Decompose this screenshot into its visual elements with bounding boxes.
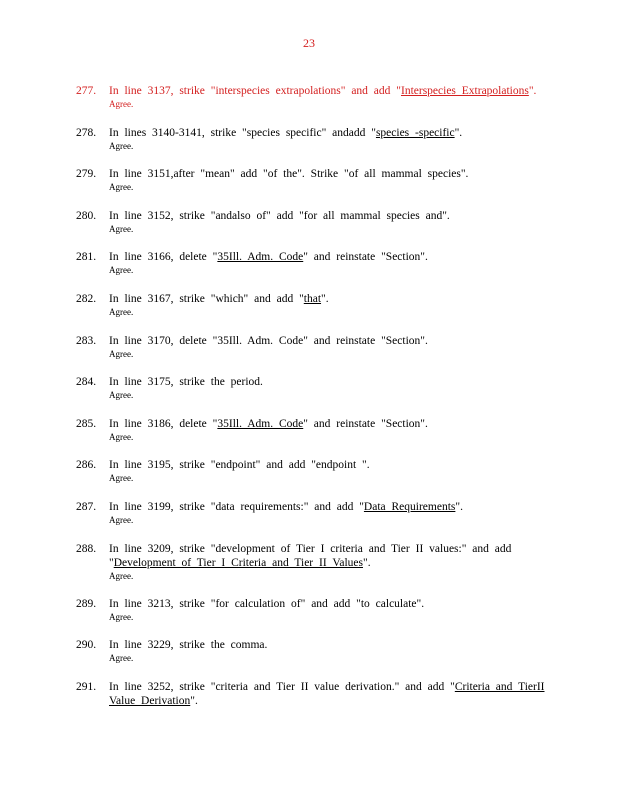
item-text: [109, 209, 549, 235]
inserted-text: Interspecies Extrapolations: [400, 85, 529, 97]
item-text: [109, 84, 549, 110]
response-text: Agree.: [109, 265, 134, 276]
item-number: 288.: [76, 542, 97, 555]
item-number: 277.: [76, 85, 97, 97]
list-item: [0, 458, 618, 500]
item-number: 287.: [76, 500, 97, 513]
item-text: [109, 250, 549, 276]
item-text: [109, 167, 549, 193]
item-text: [109, 680, 549, 708]
item-text: [109, 638, 549, 664]
item-text: [109, 542, 549, 582]
item-text: [109, 126, 549, 152]
list-item: [0, 334, 618, 376]
item-text: [109, 597, 549, 623]
item-number: 291.: [76, 680, 97, 693]
item-text: [109, 292, 549, 318]
inserted-text: 35Ill. Adm. Code: [217, 251, 304, 264]
item-number: 282.: [76, 292, 97, 305]
response-text: Agree.: [109, 514, 134, 525]
instruction-text: ".: [190, 694, 198, 707]
list-item: [0, 250, 618, 292]
instruction-text: In line 3229, strike the comma.: [109, 639, 268, 652]
response-text: Agree.: [109, 611, 134, 622]
instruction-text: In line 3170, delete "35Ill. Adm. Code" and reinstate "Section".: [109, 334, 428, 347]
list-item: [0, 680, 618, 722]
list-item: [0, 542, 618, 597]
instruction-text: " and reinstate "Section".: [303, 417, 428, 430]
instruction-text: In line 3167, strike "which" and add ": [109, 292, 304, 305]
response-text: Agree.: [109, 473, 134, 484]
instruction-text: In line 3199, strike "data requirements:" and add ": [109, 500, 364, 513]
item-number: 281.: [76, 251, 97, 264]
item-number: 285.: [76, 417, 97, 430]
item-number: 278.: [76, 126, 97, 139]
instruction-text: ".: [454, 126, 463, 139]
instruction-text: In line 3151,after "mean" add "of the". Strike "of all mammal species".: [109, 168, 469, 181]
instruction-text: In line 3137, strike "interspecies extrapolations" and add ": [109, 85, 401, 97]
instruction-text: ".: [455, 500, 463, 513]
instruction-text: ".: [321, 292, 329, 305]
item-text: [109, 500, 549, 526]
instruction-text: In line 3175, strike the period.: [109, 376, 263, 389]
response-text: Agree.: [109, 390, 134, 401]
inserted-text: species -specific: [375, 126, 455, 139]
item-number: 283.: [76, 334, 97, 347]
inserted-text: that: [303, 292, 322, 305]
page-number: 23: [303, 36, 315, 50]
instruction-text: ".: [363, 556, 371, 569]
response-text: Agree.: [109, 306, 134, 317]
list-item: [0, 84, 618, 126]
inserted-text: Data Requirements: [363, 500, 456, 513]
response-text: Agree.: [109, 431, 134, 442]
response-text: Agree.: [109, 99, 134, 109]
instruction-text: ".: [528, 85, 537, 97]
comment-list: [0, 84, 618, 721]
item-text: [109, 375, 549, 401]
item-number: 284.: [76, 376, 97, 389]
list-item: [0, 500, 618, 542]
inserted-text: Development of Tier I Criteria and Tier II Values: [113, 556, 363, 569]
instruction-text: In line 3186, delete ": [109, 417, 218, 430]
instruction-text: " and reinstate "Section".: [303, 251, 428, 264]
list-item: [0, 167, 618, 209]
item-text: [109, 334, 549, 360]
item-text: [109, 417, 549, 443]
item-number: 286.: [76, 459, 97, 472]
item-number: 289.: [76, 597, 97, 610]
instruction-text: In line 3252, strike "criteria and Tier II value derivation." and add ": [109, 680, 455, 693]
instruction-text: In line 3209, strike "development of Tier I criteria and Tier II values:" and add ": [109, 542, 512, 569]
response-text: Agree.: [109, 653, 134, 664]
item-number: 279.: [76, 168, 97, 181]
response-text: Agree.: [109, 348, 134, 359]
list-item: [0, 126, 618, 168]
inserted-text: Criteria and TierII Value Derivation: [109, 680, 545, 707]
list-item: [0, 638, 618, 680]
instruction-text: In line 3166, delete ": [109, 251, 218, 264]
list-item: [0, 597, 618, 639]
response-text: Agree.: [109, 182, 134, 193]
instruction-text: In lines 3140-3141, strike "species specific" andadd ": [109, 126, 376, 139]
response-text: Agree.: [109, 570, 134, 581]
item-number: 290.: [76, 639, 97, 652]
response-text: Agree.: [109, 223, 134, 234]
instruction-text: In line 3152, strike "andalso of" add "for all mammal species and".: [109, 209, 450, 222]
instruction-text: In line 3213, strike "for calculation of" and add "to calculate".: [109, 597, 425, 610]
item-text: [109, 458, 549, 484]
response-text: Agree.: [109, 140, 134, 151]
inserted-text: 35Ill. Adm. Code: [217, 417, 304, 430]
list-item: [0, 209, 618, 251]
list-item: [0, 292, 618, 334]
list-item: [0, 417, 618, 459]
instruction-text: In line 3195, strike "endpoint" and add "endpoint ".: [109, 459, 370, 472]
item-number: 280.: [76, 209, 97, 222]
list-item: [0, 375, 618, 417]
